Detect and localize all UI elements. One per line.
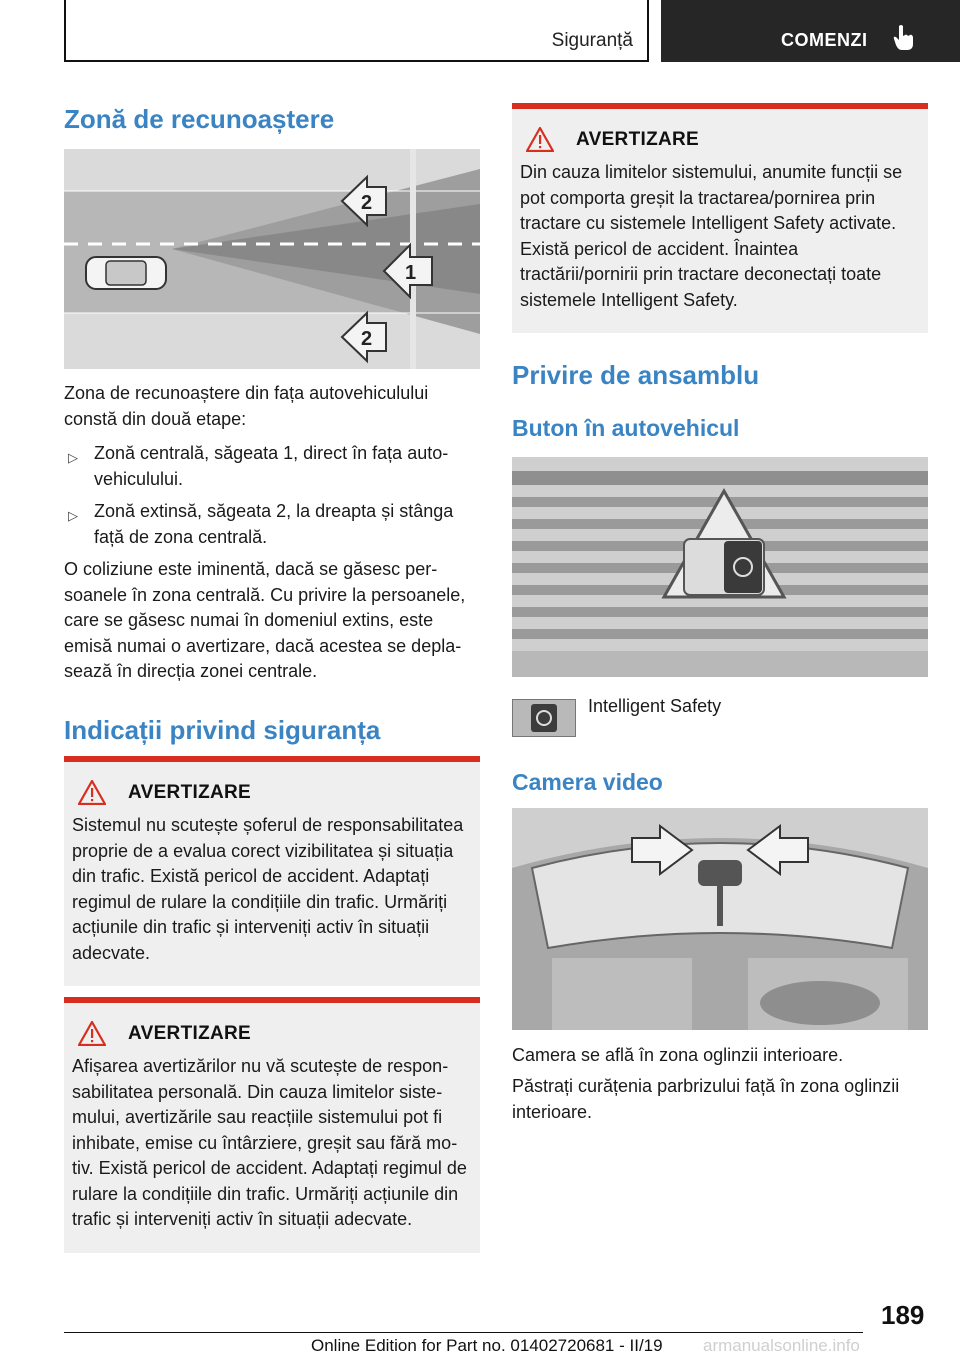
page-number: 189 <box>881 1300 925 1330</box>
heading-recognition-zone: Zonă de recunoaștere <box>64 104 335 134</box>
subheading-button: Buton în autovehicul <box>512 415 740 441</box>
subheading-camera: Camera video <box>512 769 663 795</box>
warning-text: Din cauza limitelor sistemului, anumite funcții se pot comporta greșit la tractarea/pornirea prin tractare cu sistemele Intelligent Safety activate. Există pericol de accident. Înaintea tractării/pornirii prin tractare deconectați toate sistemele Intelligent Safety. <box>520 162 903 310</box>
bullet-text: Zonă centrală, săgeata 1, direct în fața autovehiculului. <box>94 443 449 489</box>
footer-divider <box>64 1332 863 1333</box>
triangle-bullet-icon: ▷ <box>68 508 78 523</box>
intelligent-safety-icon <box>513 700 575 736</box>
header-tab-label: COMENZI <box>781 30 868 50</box>
pointing-hand-icon <box>893 24 915 52</box>
list-item <box>64 499 480 550</box>
warning-title: AVERTIZARE <box>128 1022 251 1044</box>
warning-text: Afișarea avertizărilor nu vă scutește de responsabilitatea personală. Din cauza limitelor sistemului, avertizările sau reacțiile sistemului pot fi inhibate, emise cu întârziere, greșit sau fără motiv. Există pericol de accident. Adaptați regimul de rulare la condițiile din trafic. Urmăriți acțiunile din trafic și interveniți activ în situații adecvate. <box>72 1056 467 1229</box>
heading-overview: Privire de ansamblu <box>512 360 760 390</box>
bullet-text: Zonă extinsă, săgeata 2, la dreapta și stânga față de zona centrală. <box>94 501 454 547</box>
button-label: Intelligent Safety <box>588 696 722 716</box>
header-tab[interactable] <box>661 0 960 62</box>
heading-safety-notes: Indicații privind siguranța <box>64 715 381 745</box>
warning-box-3 <box>512 103 928 333</box>
edition-text: Online Edition for Part no. 01402720681 - II/19 <box>311 1336 663 1355</box>
warning-box-2 <box>64 997 480 1253</box>
camera-text-1: Camera se află în zona oglinzii interioare. <box>512 1045 844 1065</box>
warning-triangle-icon <box>78 780 106 805</box>
button-panel-figure <box>512 457 928 677</box>
warning-title: AVERTIZARE <box>576 128 699 150</box>
camera-figure <box>512 808 928 1030</box>
zone-bullet-list <box>64 441 480 557</box>
car-icon <box>86 257 166 289</box>
intro-paragraph: Zona de recunoaștere din fața autovehiculului constă din două etape: <box>64 383 429 429</box>
arrow-2-bottom-label: 2 <box>361 328 373 350</box>
watermark: armanualsonline.info <box>703 1336 860 1355</box>
recognition-zone-figure <box>64 149 480 369</box>
collision-paragraph: O coliziune este iminentă, dacă se găsesc persoanele în zona centrală. Cu privire la persoanele, care se găsesc numai în domeniul extins, este emisă numai o avertizare, dacă acestea se deplasează în direcția zonei centrale. <box>64 559 466 681</box>
warning-box-1 <box>64 756 480 986</box>
arrow-1-label: 1 <box>405 262 417 284</box>
arrow-2-top-label: 2 <box>361 192 373 214</box>
warning-triangle-icon <box>78 1021 106 1046</box>
warning-triangle-icon <box>526 127 554 152</box>
intelligent-safety-button[interactable] <box>512 699 576 737</box>
header-section-title: Siguranță <box>551 30 633 51</box>
warning-text: Sistemul nu scutește șoferul de responsabilitatea proprie de a evalua corect vizibilitatea și situația din trafic. Există pericol de accident. Adaptați regimul de rulare la condițiile din trafic. Urmăriți acțiunile din trafic și interveniți activ în situații adecvate. <box>72 815 464 963</box>
triangle-bullet-icon: ▷ <box>68 450 78 465</box>
warning-title: AVERTIZARE <box>128 781 251 803</box>
header-section-box <box>64 0 649 62</box>
list-item <box>64 441 480 492</box>
camera-text-2: Păstrați curățenia parbrizului față în zona oglinzii interioare. <box>512 1076 900 1122</box>
